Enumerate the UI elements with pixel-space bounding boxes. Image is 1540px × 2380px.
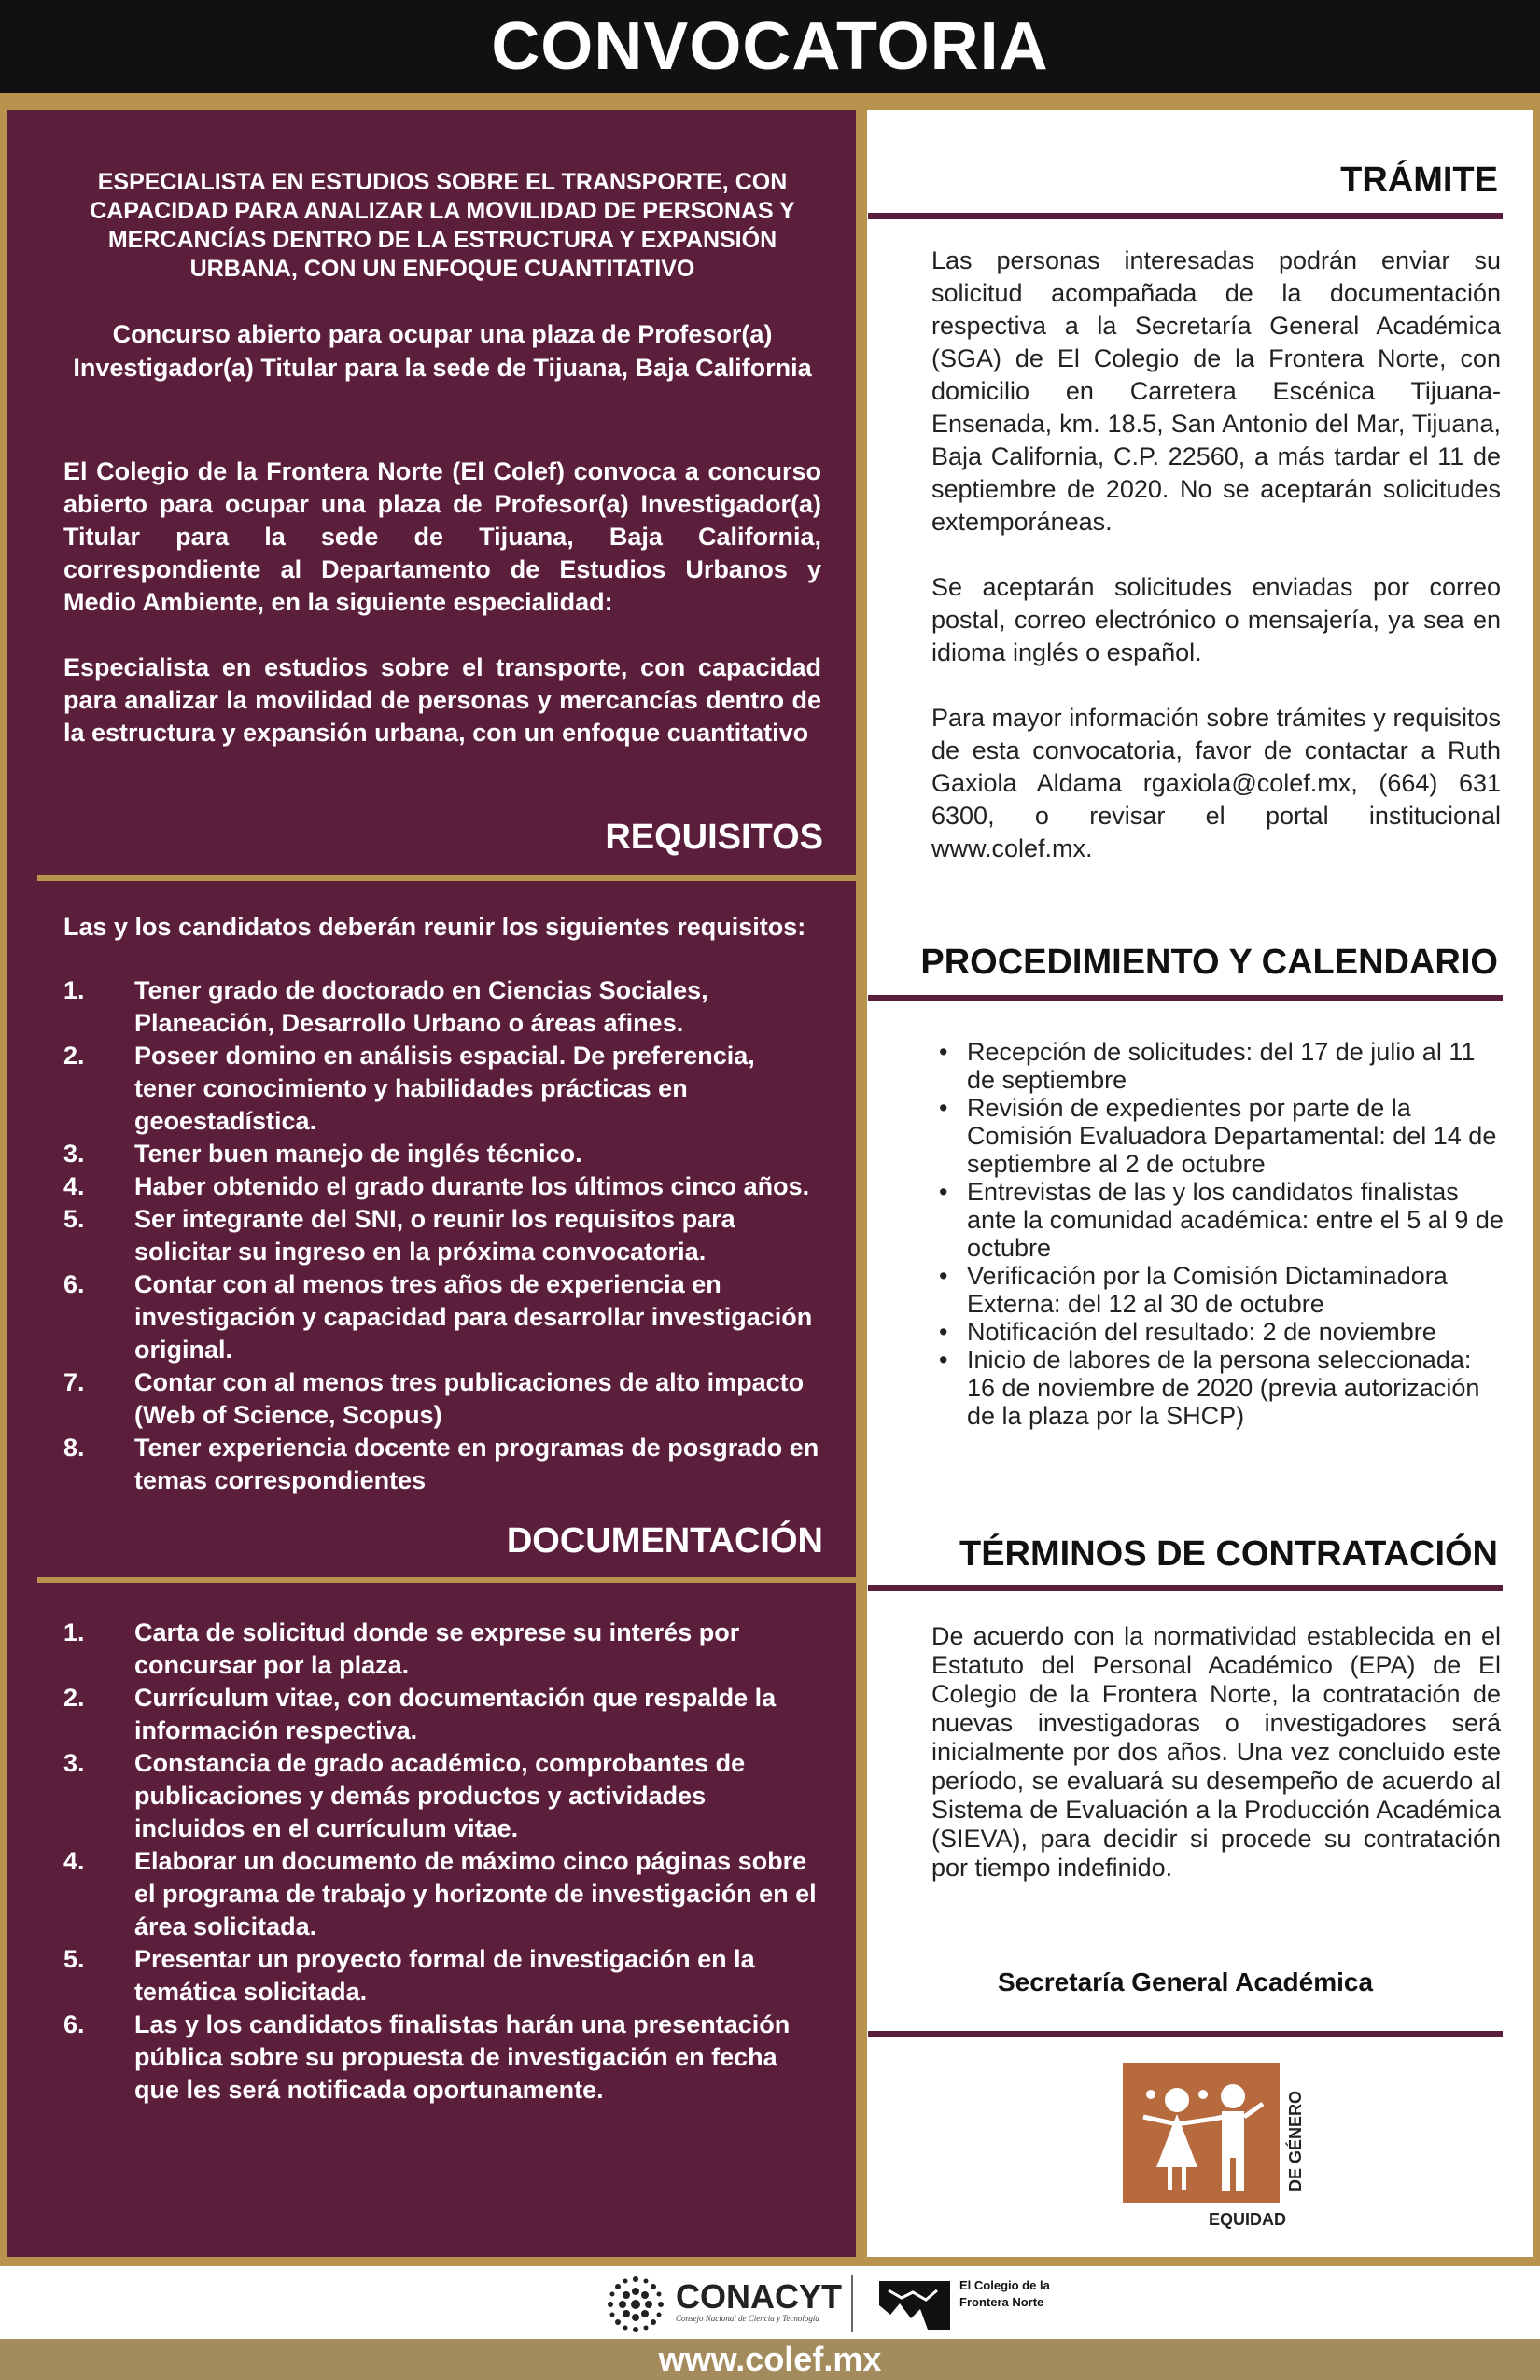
intro-paragraph: El Colegio de la Frontera Norte (El Colef) convoca a concurso abierto para ocupar una plaza de Profesor(a) Investigador(a) Titular para la sede de Tijuana, Baja California, correspondiente al Departamento de Estudios Urbanos y Medio Ambiente, en la siguiente especialidad:	[63, 457, 821, 616]
conacyt-name: CONACYT	[676, 2277, 842, 2316]
item-text: Currículum vitae, con documentación que respalde la información respectiva.	[134, 1684, 777, 1744]
item-number: 2.	[63, 1684, 85, 1712]
list-item	[63, 1268, 821, 1366]
item-text: Elaborar un documento de máximo cinco páginas sobre el programa de trabajo y horizonte de investigación en el área solicitada.	[134, 1847, 817, 1940]
logo-caption-genero: DE GÉNERO	[1286, 2091, 1305, 2192]
item-text: Tener buen manejo de inglés técnico.	[134, 1140, 582, 1168]
item-text: Las y los candidatos finalistas harán una presentación pública sobre su propuesta de investigación en fecha que les será notificada oportunamente.	[134, 2010, 791, 2104]
list-item	[63, 1617, 821, 1682]
specialty-paragraph: Especialista en estudios sobre el transporte, con capacidad para analizar la movilidad de personas y mercancías dentro de la estructura y expansión urbana, con un enfoque cuantitativo	[63, 653, 821, 747]
bullet-icon: •	[939, 1262, 948, 1290]
bullet-icon: •	[939, 1094, 948, 1122]
website-link[interactable]: www.colef.mx	[658, 2340, 882, 2378]
footer-gold-band	[0, 2257, 1540, 2266]
requisitos-rule	[37, 875, 857, 881]
right-gold-edge	[1533, 110, 1540, 2257]
list-item	[63, 1943, 821, 2009]
item-text: Contar con al menos tres años de experiencia en investigación y capacidad para desarrollar investigación original.	[134, 1270, 813, 1364]
item-text: Recepción de solicitudes: del 17 de julio al 11 de septiembre	[967, 1038, 1476, 1094]
signature-rule	[868, 2031, 1503, 2037]
terminos-rule	[868, 1585, 1503, 1591]
requisitos-heading: REQUISITOS	[605, 818, 823, 857]
item-number: 5.	[63, 1205, 85, 1233]
item-number: 4.	[63, 1172, 85, 1200]
item-text: Haber obtenido el grado durante los últimos cinco años.	[134, 1172, 810, 1200]
item-number: 3.	[63, 1140, 85, 1168]
tramite-rule	[868, 213, 1503, 219]
conacyt-subtitle: Consejo Nacional de Ciencia y Tecnología	[676, 2314, 819, 2323]
item-text: Presentar un proyecto formal de investigación en la temática solicitada.	[134, 1945, 755, 2006]
header-bar	[0, 0, 1540, 93]
item-text: Constancia de grado académico, comprobantes de publicaciones y demás productos y actividades incluidos en el currículum vitae.	[134, 1749, 746, 1842]
item-number: 2.	[63, 1042, 85, 1070]
documentacion-rule	[37, 1577, 857, 1583]
documentacion-list	[63, 1617, 821, 2107]
left-gold-edge	[0, 110, 7, 2257]
tramite-paragraph-3: Para mayor información sobre trámites y requisitos de esta convocatoria, favor de contactar a Ruth Gaxiola Aldama rgaxiola@colef.mx, (664) 631 6300, o revisar el portal institucional www.colef.mx.	[931, 704, 1501, 862]
bullet-icon: •	[939, 1178, 948, 1206]
list-item	[63, 1040, 821, 1138]
list-item	[63, 1203, 821, 1268]
item-text: Carta de solicitud donde se exprese su interés por concursar por la plaza.	[134, 1618, 740, 1679]
list-item	[63, 1170, 821, 1203]
bullet-icon: •	[939, 1346, 948, 1374]
procedimiento-list	[933, 1038, 1505, 1430]
list-item	[933, 1038, 1505, 1094]
list-item	[933, 1262, 1505, 1318]
item-text: Poseer domino en análisis espacial. De preferencia, tener conocimiento y habilidades prácticas en geoestadística.	[134, 1042, 755, 1135]
requisitos-intro: Las y los candidatos deberán reunir los siguientes requisitos:	[63, 913, 806, 941]
tramite-paragraph-1: Las personas interesadas podrán enviar su solicitud acompañada de la documentación respectiva a la Secretaría General Académica (SGA) de El Colegio de la Frontera Norte, con domicilio en Carretera Escénica Tijuana-Ensenada, km. 18.5, San Antonio del Mar, Tijuana, Baja California, C.P. 22560, a más tardar el 11 de septiembre de 2020. No se aceptarán solicitudes extemporáneas.	[931, 246, 1501, 536]
item-number: 7.	[63, 1368, 85, 1396]
tramite-heading: TRÁMITE	[1340, 161, 1498, 200]
colef-name: El Colegio de la Frontera Norte	[959, 2278, 1050, 2309]
item-number: 4.	[63, 1847, 85, 1875]
list-item	[63, 2009, 821, 2107]
logo-caption-equidad: EQUIDAD	[1209, 2210, 1287, 2229]
contest-description: Concurso abierto para ocupar una plaza de Profesor(a) Investigador(a) Titular para la sede de Tijuana, Baja California	[73, 320, 812, 382]
requisitos-list	[63, 974, 821, 1497]
item-text: Contar con al menos tres publicaciones de alto impacto (Web of Science, Scopus)	[134, 1368, 805, 1429]
terminos-heading: TÉRMINOS DE CONTRATACIÓN	[959, 1534, 1498, 1574]
list-item	[63, 1747, 821, 1845]
tramite-paragraph-2: Se aceptarán solicitudes enviadas por correo postal, correo electrónico o mensajería, ya sea en idioma inglés o español.	[931, 573, 1501, 666]
item-text: Inicio de labores de la persona seleccionada: 16 de noviembre de 2020 (previa autorización de la plaza por la SHCP)	[967, 1346, 1480, 1430]
item-number: 1.	[63, 976, 85, 1004]
list-item	[933, 1318, 1505, 1346]
list-item	[63, 1432, 821, 1497]
item-text: Tener grado de doctorado en Ciencias Sociales, Planeación, Desarrollo Urbano o áreas afines.	[134, 976, 708, 1037]
list-item	[63, 1138, 821, 1170]
item-number: 6.	[63, 1270, 85, 1298]
item-number: 5.	[63, 1945, 85, 1973]
header-gold-band	[0, 93, 1540, 110]
footer-divider	[851, 2275, 853, 2332]
item-text: Notificación del resultado: 2 de noviembre	[967, 1318, 1436, 1346]
item-text: Tener experiencia docente en programas de posgrado en temas correspondientes	[134, 1434, 819, 1494]
procedimiento-rule	[868, 995, 1503, 1001]
item-number: 6.	[63, 2010, 85, 2038]
item-number: 8.	[63, 1434, 85, 1462]
bullet-icon: •	[939, 1318, 948, 1346]
list-item	[63, 1845, 821, 1943]
item-text: Entrevistas de las y los candidatos finalistas ante la comunidad académica: entre el 5 al 9 de octubre	[967, 1178, 1504, 1262]
conacyt-logo-icon	[603, 2274, 668, 2335]
list-item	[933, 1178, 1505, 1262]
item-text: Ser integrante del SNI, o reunir los requisitos para solicitar su ingreso en la próxima convocatoria.	[134, 1205, 735, 1266]
gender-equity-logo	[1123, 2063, 1280, 2203]
documentacion-heading: DOCUMENTACIÓN	[506, 1521, 823, 1561]
gender-equity-icon	[1123, 2063, 1280, 2203]
page-title: CONVOCATORIA	[491, 9, 1049, 84]
item-number: 3.	[63, 1749, 85, 1777]
colef-logo-icon	[879, 2277, 950, 2330]
column-separator	[856, 110, 867, 2257]
item-number: 1.	[63, 1618, 85, 1646]
bullet-icon: •	[939, 1038, 948, 1066]
procedimiento-heading: PROCEDIMIENTO Y CALENDARIO	[920, 943, 1498, 982]
terminos-paragraph: De acuerdo con la normatividad establecida en el Estatuto del Personal Académico (EPA) de El Colegio de la Frontera Norte, la contratación de nuevas investigadoras o investigadores será inicialmente por dos años. Una vez concluido este período, se evaluará su desempeño de acuerdo al Sistema de Evaluación a la Producción Académica (SIEVA), para decidir si procede su contratación por tiempo indefinido.	[931, 1622, 1501, 1882]
item-text: Revisión de expedientes por parte de la Comisión Evaluadora Departamental: del 14 de septiembre al 2 de octubre	[967, 1094, 1497, 1178]
signature-text: Secretaría General Académica	[997, 1967, 1374, 1996]
item-text: Verificación por la Comisión Dictaminadora Externa: del 12 al 30 de octubre	[967, 1262, 1448, 1318]
url-bar	[0, 2339, 1540, 2380]
position-title: ESPECIALISTA EN ESTUDIOS SOBRE EL TRANSPORTE, CON CAPACIDAD PARA ANALIZAR LA MOVILIDAD DE PERSONAS Y MERCANCÍAS DENTRO DE LA ESTRUCTURA Y EXPANSIÓN URBANA, CON UN ENFOQUE CUANTITATIVO	[90, 169, 795, 282]
list-item	[63, 974, 821, 1040]
list-item	[63, 1682, 821, 1747]
list-item	[933, 1346, 1505, 1430]
list-item	[63, 1366, 821, 1432]
list-item	[933, 1094, 1505, 1178]
